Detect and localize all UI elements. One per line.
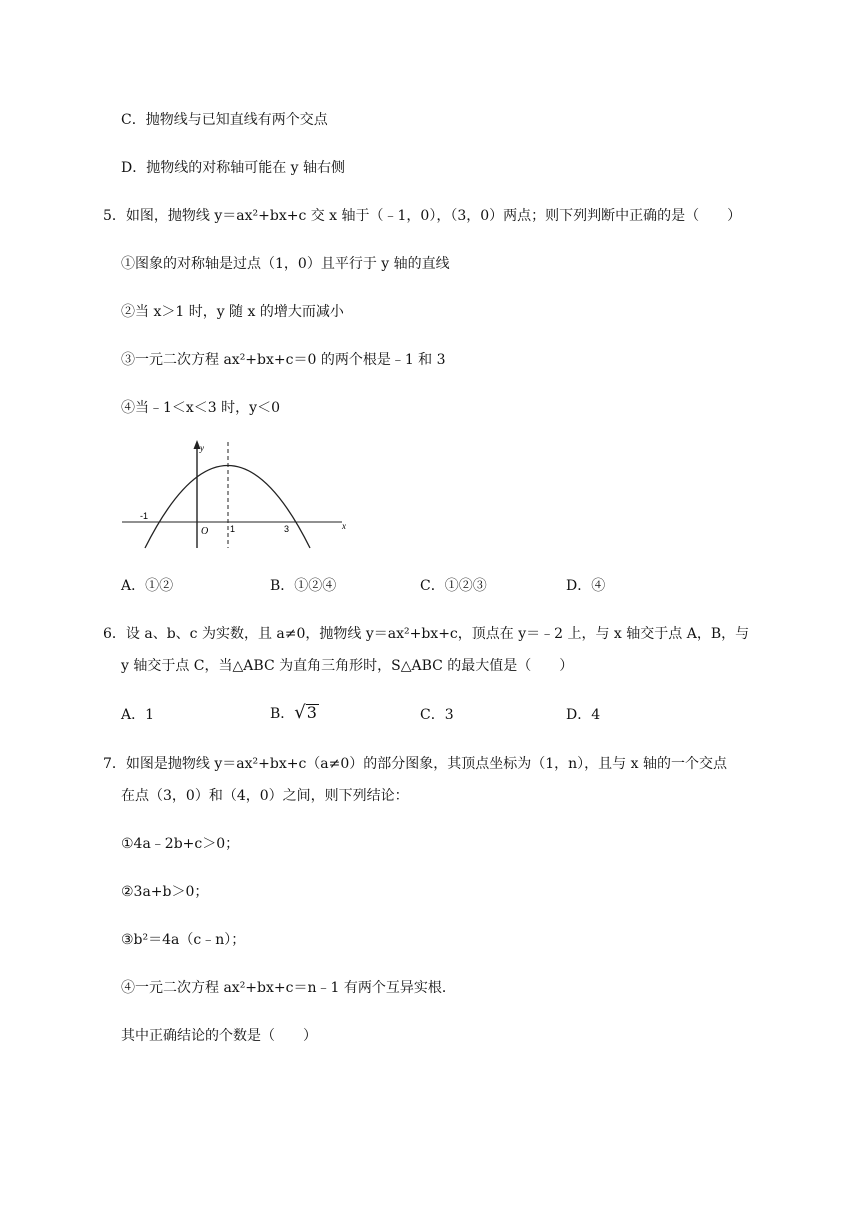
q6-choice-c[interactable]: C．3 xyxy=(420,707,454,723)
sqrt-symbol: √3 xyxy=(294,702,317,723)
q5-statement-3: ③一元二次方程 ax²+bx+c＝0 的两个根是﹣1 和 3 xyxy=(121,352,446,368)
q7-statement-2: ②3a+b＞0； xyxy=(121,884,209,900)
q6-choice-b[interactable] xyxy=(270,704,319,723)
q5-stem: 5．如图，抛物线 y＝ax²+bx+c 交 x 轴于（﹣1，0），（3，0）两点；则下列判断中正确的是（ ） xyxy=(103,208,742,224)
q5-choice-a[interactable]: A．①② xyxy=(121,578,174,594)
q6-choice-a[interactable]: A．1 xyxy=(121,707,155,723)
q6-stem-line1: 6．设 a、b、c 为实数，且 a≠0，抛物线 y＝ax²+bx+c，顶点在 y＝﹣2 上，与 x 轴交于点 A，B，与 xyxy=(103,626,750,642)
q7-stem-line1: 7．如图是抛物线 y＝ax²+bx+c（a≠0）的部分图象，其顶点坐标为（1，n），且与 x 轴的一个交点 xyxy=(103,756,727,772)
tick-label-1: 1 xyxy=(230,524,236,534)
x-axis-label: x xyxy=(342,521,346,531)
q4-option-d: D．抛物线的对称轴可能在 y 轴右侧 xyxy=(121,160,346,176)
q6-stem-line2: y 轴交于点 C，当△ABC 为直角三角形时，S△ABC 的最大值是（ ） xyxy=(121,658,574,674)
q6-choice-b-radicand: 3 xyxy=(306,703,317,722)
q7-statement-3: ③b²＝4a（c﹣n）； xyxy=(121,932,246,948)
q7-statement-1: ①4a﹣2b+c＞0； xyxy=(121,836,240,852)
q5-parabola-figure xyxy=(120,438,355,550)
q7-stem-line2: 在点（3，0）和（4，0）之间，则下列结论： xyxy=(121,788,409,804)
q5-choice-c[interactable]: C．①②③ xyxy=(420,578,487,594)
q5-choice-d[interactable]: D．④ xyxy=(566,578,606,594)
origin-label: O xyxy=(201,526,209,537)
q7-statement-4: ④一元二次方程 ax²+bx+c＝n﹣1 有两个互异实根． xyxy=(121,980,456,996)
q5-statement-1: ①图象的对称轴是过点（1，0）且平行于 y 轴的直线 xyxy=(121,256,450,272)
q6-choice-b-prefix: B． xyxy=(270,706,295,722)
q4-option-c: C．抛物线与已知直线有两个交点 xyxy=(121,112,328,128)
tick-label-3: 3 xyxy=(284,524,290,534)
q5-statement-4: ④当﹣1＜x＜3 时，y＜0 xyxy=(121,400,280,416)
q5-statement-2: ②当 x＞1 时，y 随 x 的增大而减小 xyxy=(121,304,344,320)
tick-label-neg1: -1 xyxy=(140,511,149,521)
y-axis-label: y xyxy=(200,443,204,453)
q7-ask: 其中正确结论的个数是（ ） xyxy=(121,1028,317,1044)
q6-choice-d[interactable]: D．4 xyxy=(566,707,601,723)
q5-choice-b[interactable]: B．①②④ xyxy=(270,578,337,594)
